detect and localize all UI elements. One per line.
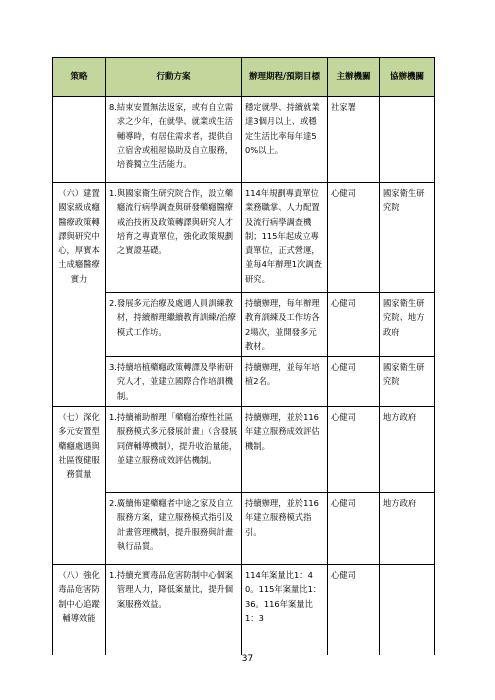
host-cell: 心健司 <box>328 565 380 655</box>
table-row <box>53 493 435 565</box>
strategy-cell: （七）深化多元安置型藥癮處遇與社區復健服務質量 <box>53 407 106 565</box>
strategy-cell-empty <box>53 97 106 183</box>
assist-cell <box>380 97 435 183</box>
strategy-cell: （八）強化毒品危害防制中心追蹤輔導效能 <box>53 565 106 655</box>
action-text: 廣續佈建藥癮者中途之家及自立服務方案，建立服務模式指引及計畫管理機制，提升服務與計畫執行品質。 <box>116 498 234 551</box>
action-text: 持續充實毒品危害防制中心個案管理人力，降低案量比，提升個案服務效益。 <box>116 570 234 609</box>
action-number: 2. <box>109 298 117 308</box>
action-cell <box>106 357 242 407</box>
action-cell <box>106 183 242 293</box>
table-row <box>53 293 435 357</box>
table-header-row <box>53 58 435 97</box>
table-row <box>53 183 435 293</box>
host-cell: 心健司 <box>328 407 380 493</box>
table-row <box>53 97 435 183</box>
assist-cell: 地方政府 <box>380 493 435 565</box>
policy-table <box>52 57 435 655</box>
target-cell: 持續辦理，每年辦理教育訓練及工作坊各2場次，並開發多元教材。 <box>242 293 328 357</box>
target-cell: 持續辦理，並每年培植2名。 <box>242 357 328 407</box>
page-number: 37 <box>241 654 254 664</box>
table-row <box>53 565 435 655</box>
action-number: 1. <box>109 188 117 198</box>
action-cell <box>106 293 242 357</box>
action-cell <box>106 565 242 655</box>
target-cell: 114年案量比1：40。115年案量比1：36。116年案量比1：3 <box>242 565 328 655</box>
header-action: 行動方案 <box>106 58 242 97</box>
assist-cell: 國家衛生研究院 <box>380 183 435 293</box>
target-cell: 穩定就學、持續就業達3個月以上、或穩定生活比率每年達50%以上。 <box>242 97 328 183</box>
action-cell <box>106 97 242 183</box>
header-assist: 協辦機關 <box>380 58 435 97</box>
action-number: 1. <box>109 570 117 581</box>
action-text: 持續補助辦理「藥癮治療性社區服務模式多元發展計畫」（含發展同儕輔導機制），提升收治量能，並建立服務成效評估機制。 <box>116 412 238 465</box>
assist-cell: 地方政府 <box>380 407 435 493</box>
action-cell <box>106 407 242 493</box>
header-host: 主辦機關 <box>328 58 380 97</box>
strategy-cell: （六）建置國家級成癮醫療政策轉譯與研究中心，厚實本土成癮醫療實力 <box>53 183 106 407</box>
host-cell: 心健司 <box>328 183 380 293</box>
assist-cell: 國家衛生研究院 <box>380 357 435 407</box>
header-schedule: 辦理期程/預期目標 <box>242 58 328 97</box>
table-row <box>53 407 435 493</box>
target-cell: 114年規劃專責單位業務職掌、人力配置及流行病學調查機制；115年起成立專責單位，正式營運，並每4年辦理1次調查研究。 <box>242 183 328 293</box>
action-text: 與國家衛生研究院合作，設立藥癮流行病學調查與研發藥癮醫療戒治技術及政策轉譯與研究人才培育之專責單位，強化政策規劃之實證基礎。 <box>116 188 234 256</box>
host-cell: 心健司 <box>328 357 380 407</box>
action-text: 發展多元治療及處遇人員訓練教材，持續辦理繼續教育訓練/治療模式工作坊。 <box>116 298 236 337</box>
action-number: 2. <box>109 498 117 509</box>
action-text: 結束安置無法返家，或有自立需求之少年，在就學、就業或生活輔導時，有居住需求者，提供自立宿舍或租屋協助及自立服務，培養獨立生活能力。 <box>116 102 234 170</box>
action-number: 3. <box>109 362 117 373</box>
host-cell: 心健司 <box>328 293 380 357</box>
action-text: 持續培植藥癮政策轉譯及學術研究人才，並建立國際合作培訓機制。 <box>116 362 234 401</box>
target-cell: 持續辦理，並於116年建立服務成效評估機制。 <box>242 407 328 493</box>
action-cell <box>106 493 242 565</box>
host-cell: 心健司 <box>328 493 380 565</box>
action-number: 1. <box>109 412 117 423</box>
host-cell: 社家署 <box>328 97 380 183</box>
assist-cell: 國家衛生研究院、地方政府 <box>380 293 435 357</box>
action-number: 8. <box>109 102 117 112</box>
table-row <box>53 357 435 407</box>
target-cell: 持續辦理，並於116年建立服務模式指引。 <box>242 493 328 565</box>
header-strategy: 策略 <box>53 58 106 97</box>
assist-cell <box>380 565 435 655</box>
